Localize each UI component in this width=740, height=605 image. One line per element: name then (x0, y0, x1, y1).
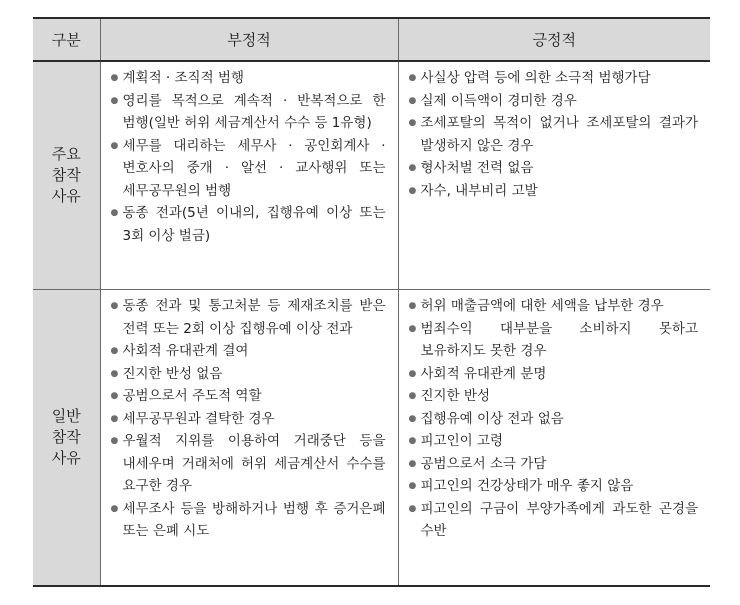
list-item: ● 사회적 유대관계 결여 (111, 340, 386, 363)
list-item: ● 집행유예 이상 전과 없음 (409, 408, 699, 431)
header-negative: 부정적 (100, 18, 398, 61)
category-line: 일반 (51, 407, 81, 425)
list-item: ● 영리를 목적으로 계속적 · 반복적으로 한 범행(일반 허위 세금계산서 수수 등 1유형) (111, 90, 386, 135)
major-positive-list (399, 62, 711, 202)
list-item: ● 사실상 압력 등에 의한 소극적 범행가담 (409, 67, 699, 90)
list-item: ● 실제 이득액이 경미한 경우 (409, 90, 699, 113)
major-factors-category-cell (33, 61, 100, 290)
header-category: 구분 (33, 18, 100, 61)
list-item: ● 진지한 반성 (409, 385, 699, 408)
list-item: ● 공범으로서 주도적 역할 (111, 385, 386, 408)
list-item: ● 계획적 · 조직적 범행 (111, 67, 386, 90)
list-item: ● 범죄수익 대부분을 소비하지 못하고 보유하지도 못한 경우 (409, 318, 699, 363)
list-item: ● 동종 전과 및 통고처분 등 제재조치를 받은 전력 또는 2회 이상 집행유예 이상 전과 (111, 295, 386, 340)
list-item: ● 형사처벌 전력 없음 (409, 157, 699, 180)
list-item: ● 우월적 지위를 이용하여 거래중단 등을 내세우며 거래처에 허위 세금계산서 수수를 요구한 경우 (111, 430, 386, 498)
general-negative-cell (100, 290, 398, 587)
general-positive-list (399, 290, 711, 543)
sentencing-factors-table (33, 17, 710, 587)
major-negative-cell (100, 61, 398, 290)
category-line: 참작 (51, 166, 81, 184)
list-item: ● 조세포탈의 목적이 없거나 조세포탈의 결과가 발생하지 않은 경우 (409, 112, 699, 157)
list-item: ● 피고인이 고령 (409, 430, 699, 453)
general-factors-row (33, 290, 710, 587)
list-item: ● 공범으로서 소극 가담 (409, 453, 699, 476)
list-item: ● 자수, 내부비리 고발 (409, 180, 699, 203)
general-negative-list (101, 290, 398, 543)
list-item: ● 세무를 대리하는 세무사 · 공인회계사 · 변호사의 중개 · 알선 · 교사행위 또는 세무공무원의 범행 (111, 135, 386, 203)
list-item: ● 피고인의 구금이 부양가족에게 과도한 곤경을 수반 (409, 498, 699, 543)
category-line: 사유 (51, 187, 81, 205)
list-item: ● 동종 전과(5년 이내의, 집행유예 이상 또는 3회 이상 벌금) (111, 202, 386, 247)
list-item: ● 세무조사 등을 방해하거나 범행 후 증거은폐 또는 은폐 시도 (111, 498, 386, 543)
major-negative-list (101, 62, 398, 247)
category-line: 사유 (51, 449, 81, 467)
major-factors-row (33, 61, 710, 290)
header-positive: 긍정적 (398, 18, 710, 61)
list-item: ● 진지한 반성 없음 (111, 363, 386, 386)
category-line: 주요 (51, 145, 81, 163)
category-line: 참작 (51, 428, 81, 446)
list-item: ● 피고인의 건강상태가 매우 좋지 않음 (409, 475, 699, 498)
general-factors-category-cell (33, 290, 100, 587)
list-item: ● 세무공무원과 결탁한 경우 (111, 408, 386, 431)
general-positive-cell (398, 290, 710, 587)
list-item: ● 허위 매출금액에 대한 세액을 납부한 경우 (409, 295, 699, 318)
major-positive-cell (398, 61, 710, 290)
header-row (33, 18, 710, 61)
list-item: ● 사회적 유대관계 분명 (409, 363, 699, 386)
